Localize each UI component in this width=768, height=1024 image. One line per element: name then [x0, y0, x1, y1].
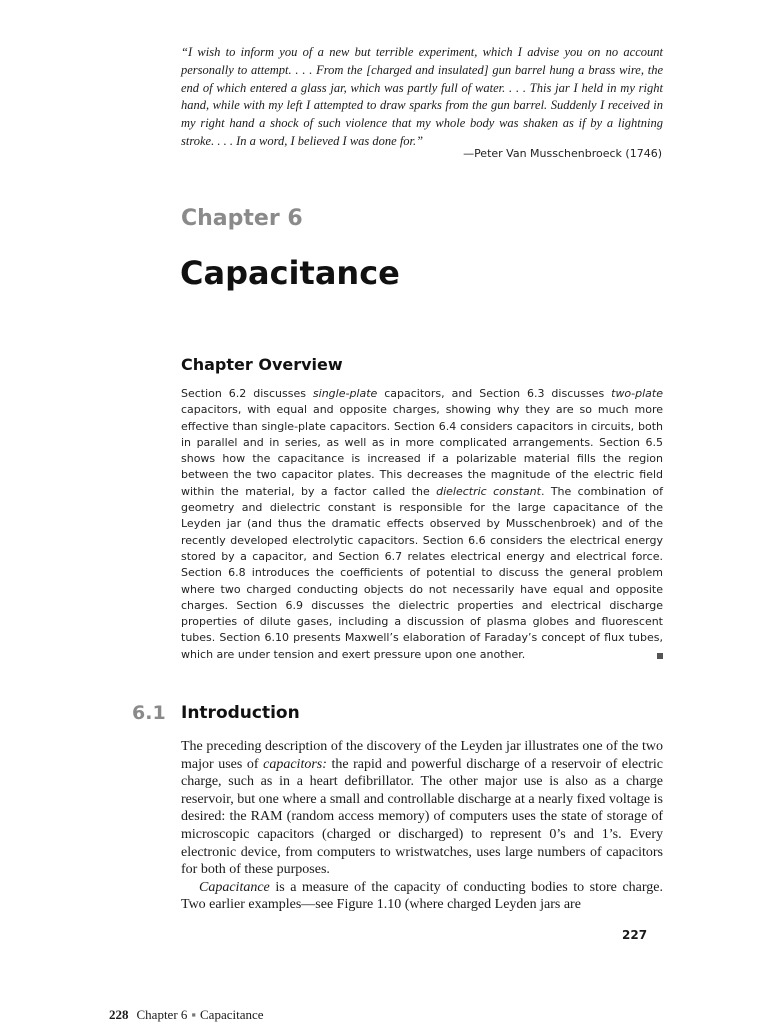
overview-text: Section 6.2 discusses: [181, 387, 313, 400]
overview-text: capacitors, and Section 6.3 discusses: [377, 387, 612, 400]
epigraph-attribution: —Peter Van Musschenbroeck (1746): [463, 147, 662, 160]
chapter-label: Chapter 6: [181, 206, 303, 231]
overview-emphasis: two-plate: [611, 387, 663, 400]
footer-page-number: 228: [109, 1007, 129, 1022]
footer-title: Capacitance: [200, 1007, 264, 1022]
intro-paragraph: [181, 879, 663, 914]
overview-emphasis: single-plate: [312, 387, 378, 400]
overview-text: . The combination of geometry and dielectric constant is responsible for the large capacitance of the Leyden jar (and thus the dramatic effects observed by Musschenbroek) and of the recently developed electrolytic capacitors. Section 6.6 considers the electrical energy stored by a capacitor, and Section 6.7 relates electrical energy and electrical force. Section 6.8 introduces the coefficients of potential to discuss the general problem where two charged conducting objects do not necessarily have equal and opposite charges. Section 6.9 discusses the dielectric properties and electrical discharge properties of dilute gases, including a discussion of plasma globes and fluorescent tubes. Section 6.10 presents Maxwell’s elaboration of Faraday’s concept of flux tubes, which are under tension and exert pressure upon one another.: [181, 484, 663, 661]
overview-body: [181, 386, 663, 663]
section-title: Introduction: [181, 703, 300, 723]
chapter-title: Capacitance: [180, 254, 400, 292]
page-number: 227: [622, 928, 648, 942]
intro-text: The preceding description of the discovery of the Leyden jar illustrates one of the two major uses of: [181, 739, 663, 772]
epigraph-quote: “I wish to inform you of a new but terrible experiment, which I advise you on no account personally to attempt. . . . From the [charged and insulated] gun barrel hung a brass wire, the end of which entered a glass jar, which was partly full of water. . . . This jar I held in my right hand, while with my left I attempted to draw sparks from the gun barrel. Suddenly I received in my right hand a shock of such violence that my whole body was shaken as if by a lightning stroke. . . . In a word, I believed I was done for.”: [181, 45, 663, 148]
intro-emphasis: capacitors:: [263, 756, 327, 772]
intro-text: the rapid and powerful discharge of a reservoir of electric charge, such as in a heart defibrillator. The other major use is also as a charge reservoir, but one where a small and controllable discharge at a nearly fixed voltage is desired: the RAM (random access memory) of computers uses the state of storage of microscopic capacitors (charged or discharged) to represent 0’s and 1’s. Every electronic device, from computers to wristwatches, uses large numbers of capacitors for both of these purposes.: [181, 756, 663, 878]
overview-heading: Chapter Overview: [181, 355, 343, 374]
overview-text: capacitors, with equal and opposite charges, showing why they are so much more effective than single-plate capacitors. Section 6.4 considers capacitors in circuits, both in parallel and in series, as well as in more complicated arrangements. Section 6.5 shows how the capacitance is increased if a polarizable material fills the region between the two capacitor plates. This decreases the magnitude of the electric field within the material, by a factor called the: [181, 403, 663, 498]
intro-paragraph: [181, 738, 663, 879]
section-number: 6.1: [132, 702, 166, 724]
intro-body: [181, 738, 663, 914]
intro-emphasis: Capacitance: [199, 879, 270, 895]
intro-text: is a measure of the capacity of conducting bodies to store charge. Two earlier examples—see Figure 1.10 (where charged Leyden jars are: [181, 879, 663, 913]
running-footer: [109, 1007, 264, 1023]
overview-emphasis: dielectric constant: [436, 484, 541, 498]
end-of-section-icon: [657, 653, 663, 659]
footer-chapter: Chapter 6: [136, 1007, 188, 1022]
footer-separator-icon: ▪: [191, 1007, 197, 1022]
